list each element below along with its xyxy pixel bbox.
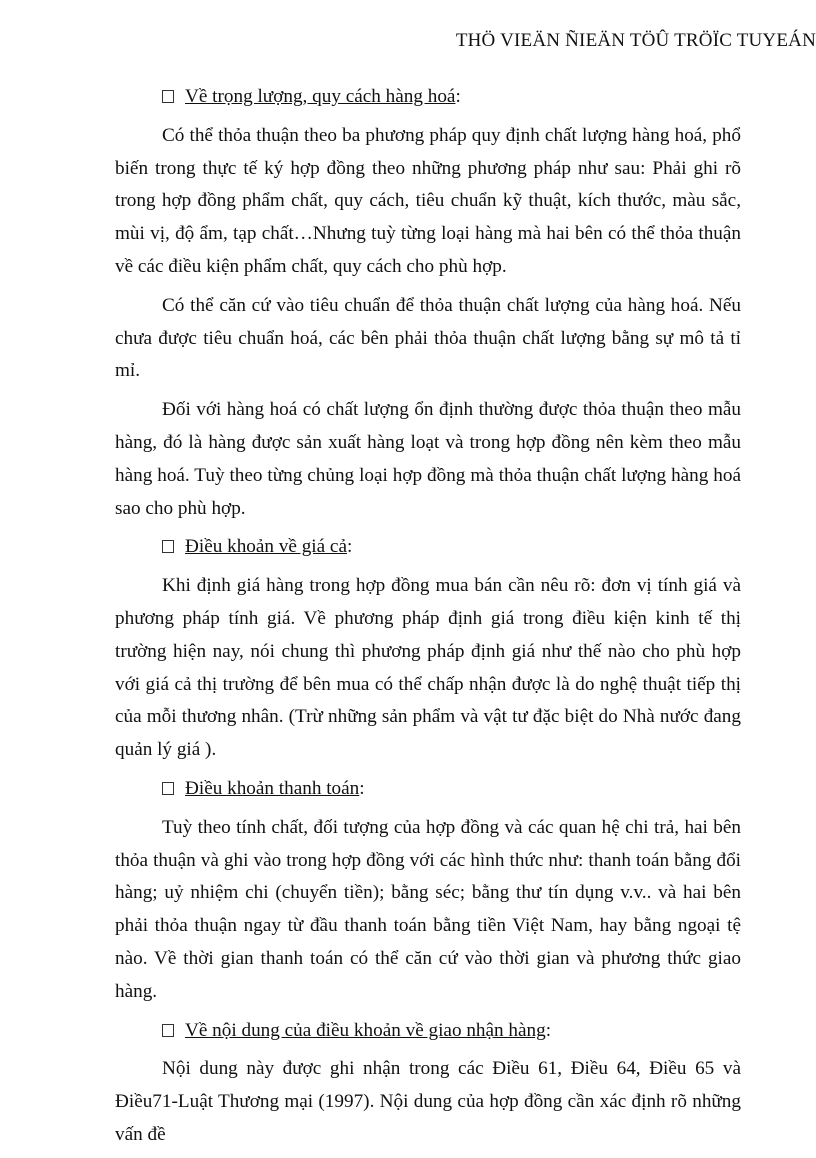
paragraph: Tuỳ theo tính chất, đối tượng của hợp đồng và các quan hệ chi trả, hai bên thỏa thuận và ghi vào trong hợp đồng với các hình thức như: thanh toán bằng đổi hàng; uỷ nhiệm chi (chuyển tiền); bằng séc; bằng thư tín dụng v.v.. và hai bên phải thỏa thuận ngay từ đầu thanh toán bằng tiền Việt Nam, hay bằng ngoại tệ nào. Về thời gian thanh toán có thể căn cứ vào thời gian và phương thức giao hàng. — [115, 816, 741, 1002]
checkbox-bullet-icon — [162, 782, 174, 795]
section-heading: Về nội dung của điều khoản về giao nhận hàng: — [115, 1015, 741, 1048]
checkbox-bullet-icon — [162, 90, 174, 103]
section-heading-text: Về nội dung của điều khoản về giao nhận hàng — [185, 1019, 546, 1041]
document-body — [115, 81, 741, 1158]
paragraph: Nội dung này được ghi nhận trong các Điều 61, Điều 64, Điều 65 và Điều71-Luật Thương mại (1997). Nội dung của hợp đồng cần xác định rõ những vấn đề — [115, 1058, 741, 1145]
paragraph: Có thể thỏa thuận theo ba phương pháp quy định chất lượng hàng hoá, phổ biến trong thực tế ký hợp đồng theo những phương pháp như sau: Phải ghi rõ trong hợp đồng phẩm chất, quy cách, tiêu chuẩn kỹ thuật, kích thước, màu sắc, mùi vị, độ ẩm, tạp chất…Nhưng tuỳ từng loại hàng mà hai bên có thể thỏa thuận về các điều kiện phẩm chất, quy cách cho phù hợp. — [115, 124, 741, 277]
section-heading-text: Về trọng lượng, quy cách hàng hoá — [185, 86, 456, 107]
section-heading: Điều khoản thanh toán: — [115, 773, 741, 806]
paragraph: Đối với hàng hoá có chất lượng ổn định thường được thỏa thuận theo mẫu hàng, đó là hàng được sản xuất hàng loạt và trong hợp đồng nên kèm theo mẫu hàng hoá. Tuỳ theo từng chủng loại hợp đồng mà thỏa thuận chất lượng hàng hoá sao cho phù hợp. — [115, 399, 741, 519]
section-heading: Điều khoản về giá cả: — [115, 531, 741, 564]
section-heading-text: Điều khoản về giá cả — [185, 536, 347, 558]
section-heading: Về trọng lượng, quy cách hàng hoá: — [115, 81, 741, 114]
checkbox-bullet-icon — [162, 1024, 174, 1037]
checkbox-bullet-icon — [162, 540, 174, 553]
page-header: THÖ VIEÄN ÑIEÄN TÖÛ TRÖÏC TUYEÁN — [455, 30, 816, 51]
section-heading-text: Điều khoản thanh toán — [185, 777, 360, 799]
paragraph: Khi định giá hàng trong hợp đồng mua bán cần nêu rõ: đơn vị tính giá và phương pháp tính giá. Về phương pháp định giá trong điều kiện kinh tế thị trường hiện nay, nói chung thì phương pháp định giá như thế nào cho phù hợp với giá cả thị trường để bên mua có thể chấp nhận được là do nghệ thuật tiếp thị của mỗi thương nhân. (Trừ những sản phẩm và vật tư đặc biệt do Nhà nước đang quản lý giá ). — [115, 575, 741, 761]
paragraph: Có thể căn cứ vào tiêu chuẩn để thỏa thuận chất lượng của hàng hoá. Nếu chưa được tiêu chuẩn hoá, các bên phải thỏa thuận chất lượng bằng sự mô tả tỉ mỉ. — [115, 294, 741, 382]
